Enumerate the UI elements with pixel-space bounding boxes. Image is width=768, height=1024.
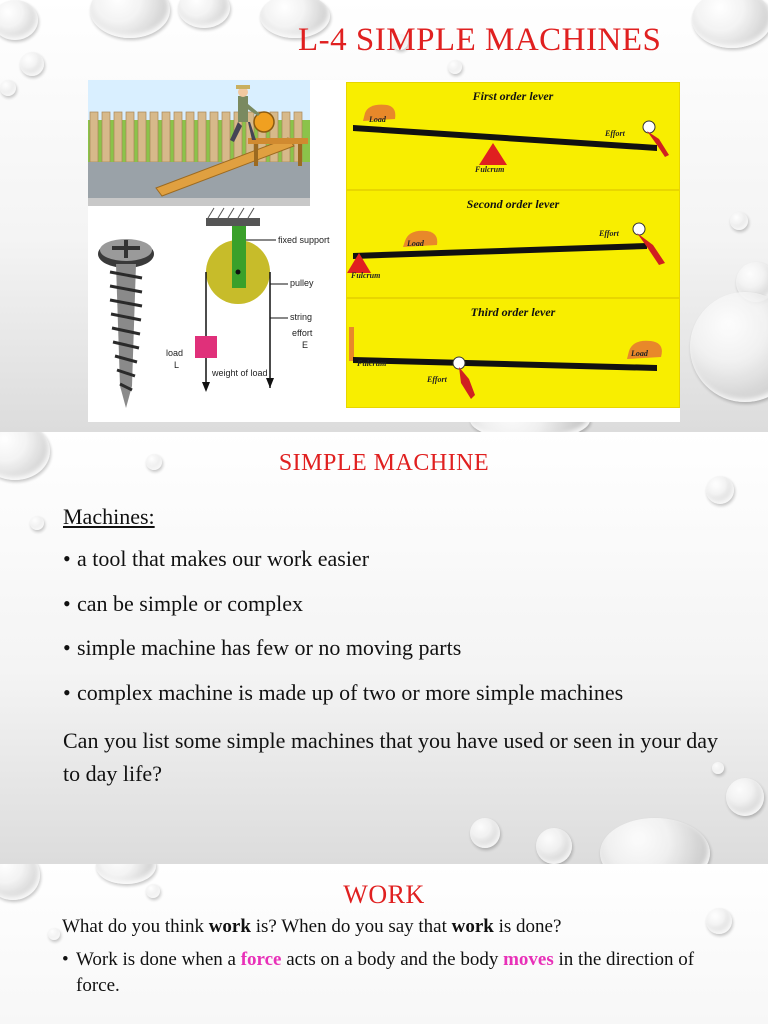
- machines-collage: [88, 80, 680, 422]
- water-drop: [690, 292, 768, 402]
- water-drop: [470, 818, 500, 848]
- list-item: • can be simple or complex: [63, 590, 304, 616]
- load-symbol: L: [174, 360, 180, 370]
- second-order-lever-panel: [346, 190, 680, 298]
- effort-label: effort: [292, 328, 313, 338]
- effort-label: Effort: [605, 129, 625, 138]
- pulley-label: pulley: [290, 278, 314, 288]
- load-label: Load: [369, 115, 386, 124]
- water-drop: [178, 0, 230, 28]
- water-drop: [48, 928, 60, 940]
- intro-question: What do you think work is? When do you say that work is done?: [62, 916, 562, 937]
- water-drop: [706, 476, 734, 504]
- water-drop: [90, 0, 170, 38]
- weight-of-load-label: weight of load: [212, 368, 268, 378]
- lever-title: Third order lever: [470, 305, 556, 319]
- bullet-text: can be simple or complex: [77, 590, 304, 616]
- bullet-text: a tool that makes our work easier: [77, 546, 370, 572]
- slide-simple-machine-definition: [0, 432, 768, 864]
- bullet-text: simple machine has few or no moving parts: [77, 635, 462, 661]
- first-order-lever-panel: [346, 82, 680, 190]
- slide-body: [63, 504, 733, 790]
- third-order-lever-panel: [346, 298, 680, 408]
- slide-title: SIMPLE MACHINE: [278, 450, 490, 476]
- inclined-plane-illustration: [88, 80, 310, 206]
- load-label: Load: [407, 239, 424, 248]
- effort-symbol: E: [302, 340, 309, 350]
- fixed-support-label: fixed support: [278, 235, 330, 245]
- fulcrum-label: Fulcrum: [351, 271, 381, 280]
- list-item: • Work is done when a force acts on a body and the body moves in the direction of force.: [62, 947, 742, 1000]
- bullet-text: complex machine is made up of two or more simple machines: [77, 679, 624, 705]
- slide-work: [0, 864, 768, 1024]
- water-drop: [0, 80, 16, 96]
- list-item: • complex machine is made up of two or more simple machines: [63, 679, 624, 705]
- water-drop: [730, 212, 748, 230]
- fulcrum-label: Fulcrum: [475, 165, 505, 174]
- list-item: • a tool that makes our work easier: [63, 546, 370, 572]
- effort-label: Effort: [599, 229, 619, 238]
- water-drop: [536, 828, 572, 864]
- slide-body: [62, 914, 742, 1000]
- effort-label: Effort: [427, 375, 447, 384]
- water-drop: [448, 60, 462, 74]
- water-drop: [0, 0, 38, 40]
- bullet-text: Work is done when a force acts on a body and the body moves in the direction of force.: [76, 948, 695, 997]
- water-drop: [30, 516, 44, 530]
- question-text: Can you list some simple machines that you have used or seen in your day to day life?: [63, 727, 718, 786]
- slide-title: L-4 SIMPLE MACHINES: [298, 22, 662, 58]
- water-drop: [692, 0, 768, 48]
- slide-title: WORK: [343, 880, 425, 909]
- fulcrum-label: Fulcrum: [357, 359, 387, 368]
- lever-title: Second order lever: [466, 197, 560, 211]
- string-label: string: [290, 312, 313, 322]
- lever-title: First order lever: [472, 89, 554, 103]
- list-item: • simple machine has few or no moving parts: [63, 635, 462, 661]
- load-label: load: [166, 348, 184, 358]
- water-drop: [600, 818, 710, 864]
- slide-simple-machines: [0, 0, 768, 432]
- load-label: Load: [631, 349, 648, 358]
- water-drop: [20, 52, 44, 76]
- machines-subtitle: Machines:: [63, 504, 155, 529]
